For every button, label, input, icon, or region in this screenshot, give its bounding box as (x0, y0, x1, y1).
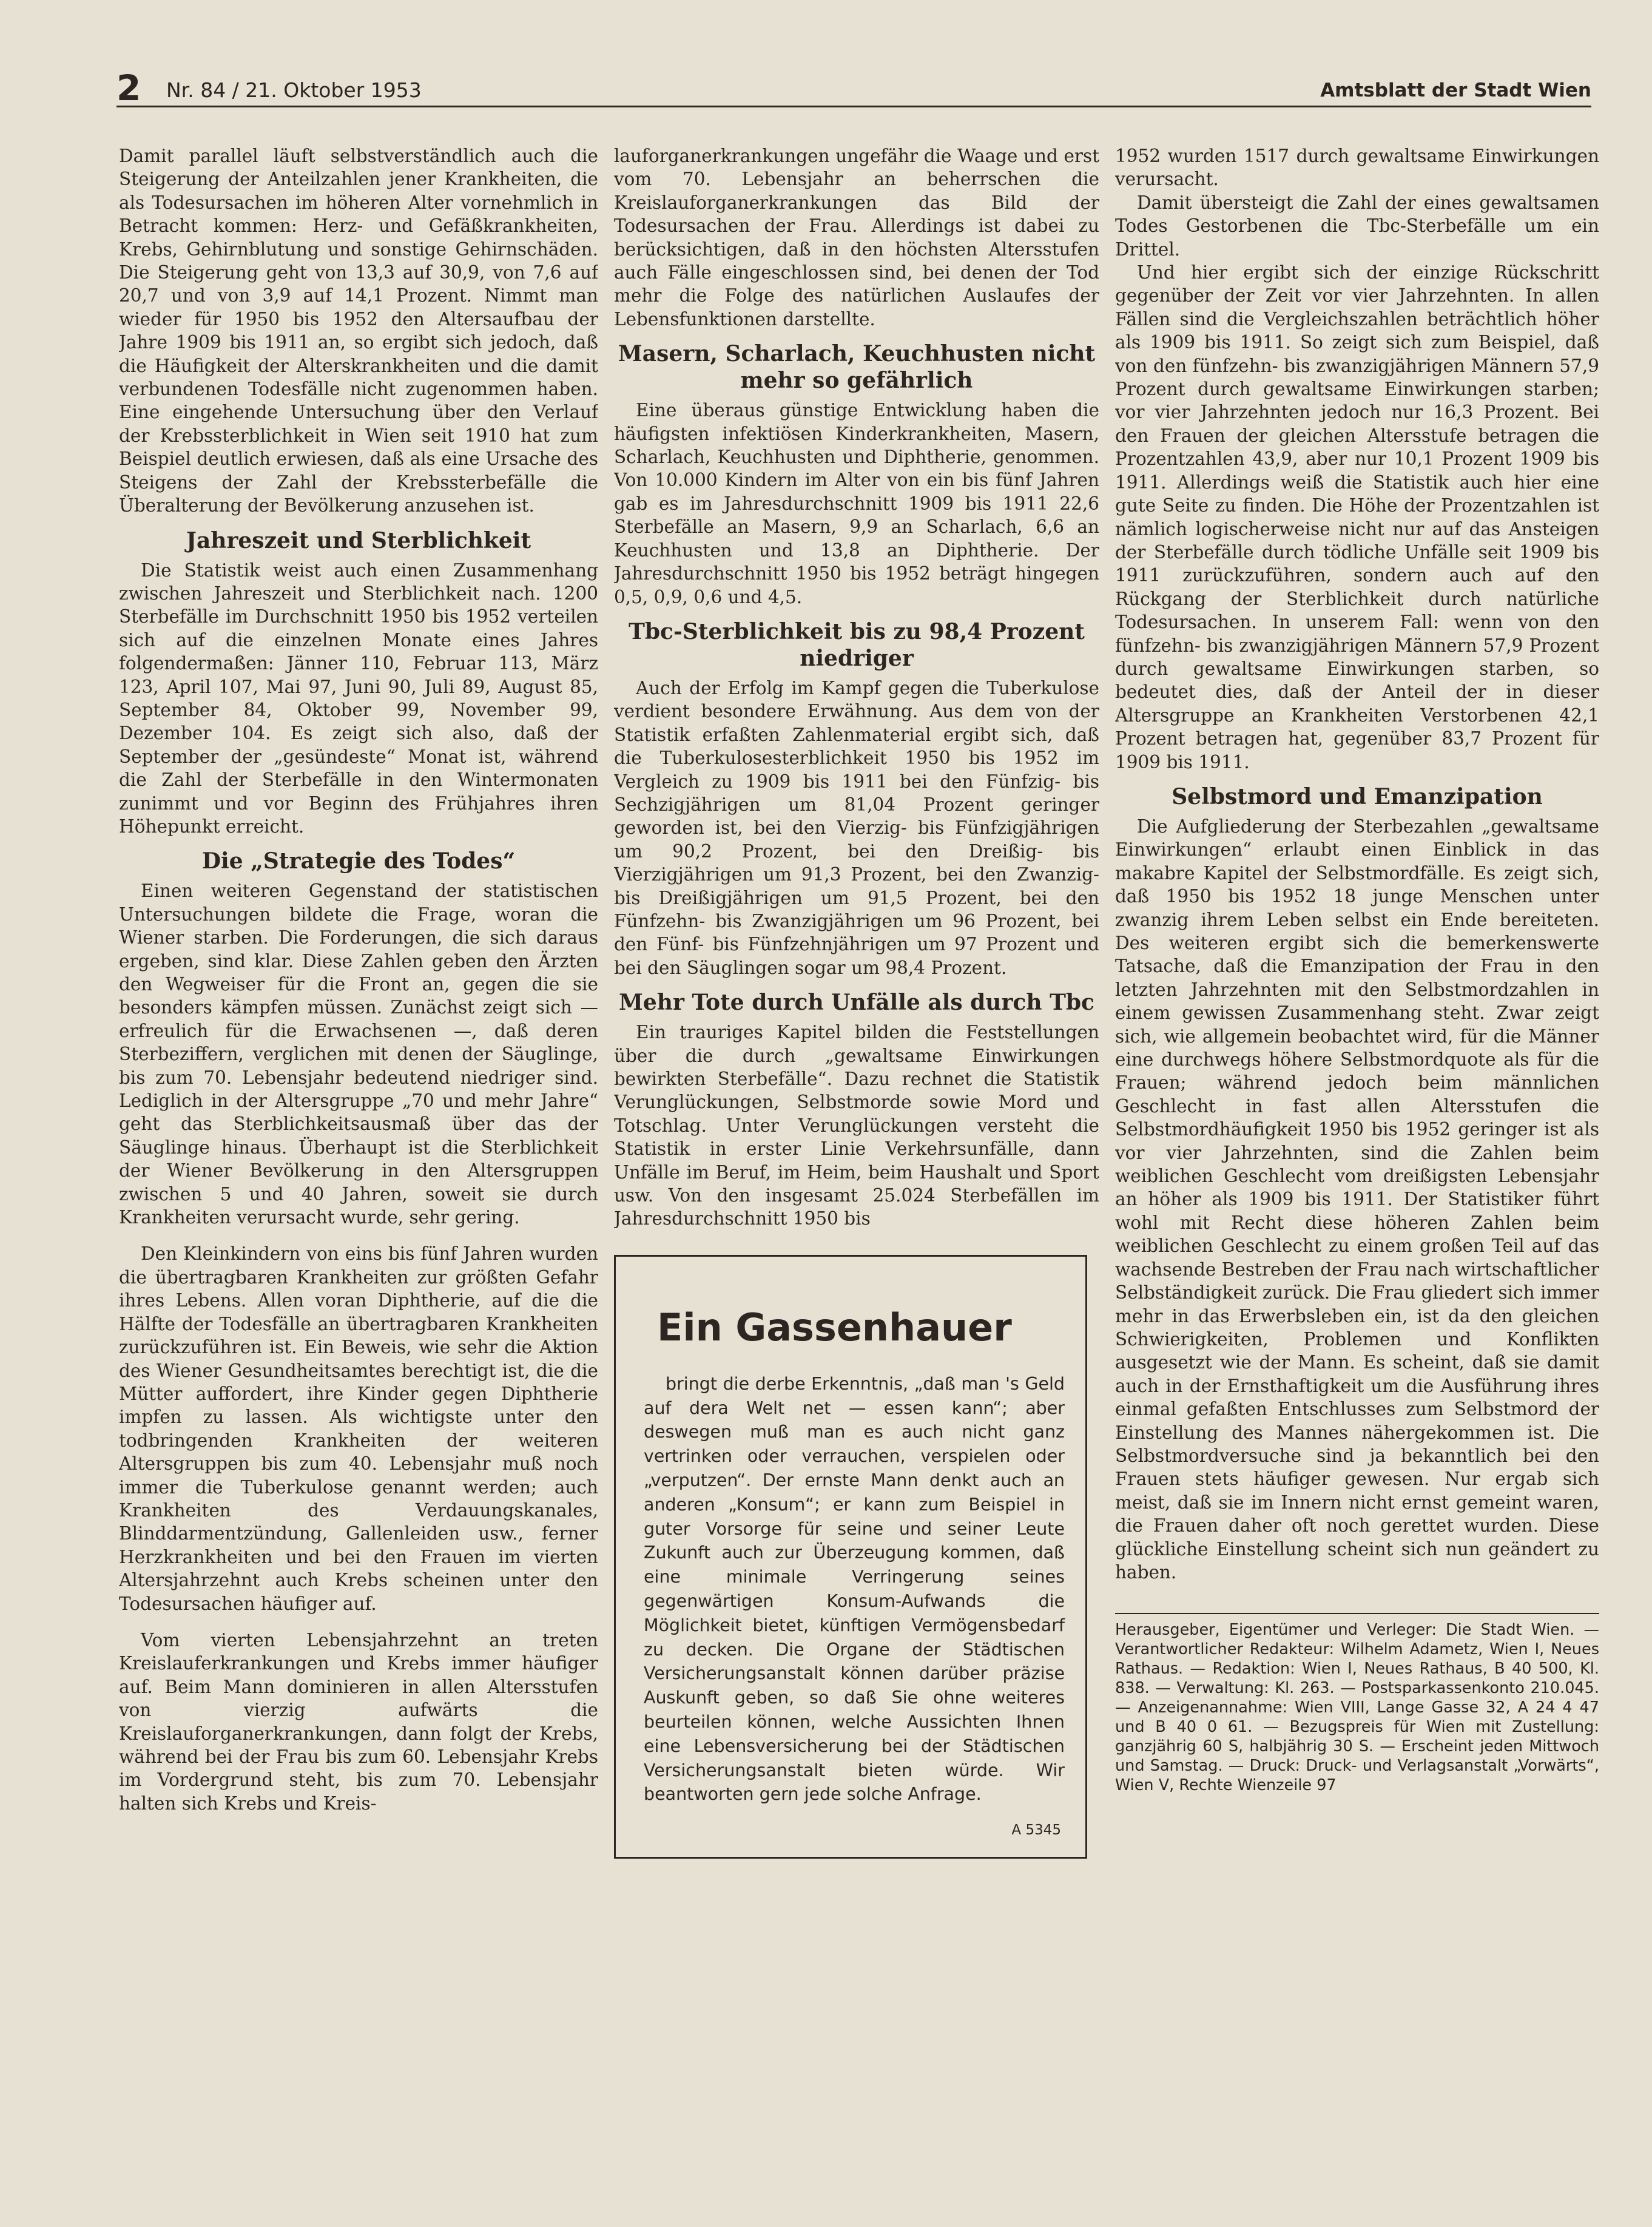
paragraph: Die Aufgliederung der Sterbezahlen „gewaltsame Einwirkungen“ erlaubt einen Einblick in das makabre Kapitel der Selbstmordfälle. Es zeigt sich, daß 1950 bis 1952 18 junge Menschen unter zwanzig ihrem Leben selbst ein Ende bereiteten. Des weiteren ergibt sich die bemerkenswerte Tatsache, daß die Emanzipation der Frau in den letzten Jahrzehnten mit den Selbstmordzahlen in einem gewissen Zusammenhang steht. Zwar zeigt sich, wie allgemein beobachtet wird, für die Männer eine durchwegs höhere Selbstmordquote als für die Frauen; während jedoch beim männlichen Geschlecht in fast allen Altersstufen die Selbstmordhäufigkeit 1950 bis 1952 geringer ist als vor vier Jahrzehnten, sind die Zahlen beim weiblichen Geschlecht vom dreißigsten Lebensjahr an höher als 1909 bis 1911. Der Statistiker führt wohl mit Recht diese höheren Zahlen beim weiblichen Geschlecht zu einem großen Teil auf das wachsende Bestreben der Frau nach wirtschaftlicher Selbständigkeit zurück. Die Frau gliedert sich immer mehr in das Erwerbsleben ein, ist da den gleichen Schwierigkeiten, Problemen und Konflikten ausgesetzt wie der Mann. Es scheint, daß sie damit auch in der Ernsthaftigkeit um die Ausführung ihres einmal gefaßten Entschlusses zum Selbstmord der Einstellung des Mannes nähergekommen ist. Die Selbstmordversuche sind ja bekanntlich bei den Frauen stets häufiger gewesen. Nur ergab sich meist, daß sie im Innern nicht ernst gemeint waren, die Frauen daher oft noch gerettet wurden. Diese glückliche Einstellung scheint sich nun geändert zu haben. (1115, 816, 1599, 1583)
column-2 (614, 144, 1099, 2071)
section-heading: Selbstmord und Emanzipation (1172, 783, 1543, 809)
advertisement-box (614, 1255, 1087, 1859)
paragraph: Damit parallel läuft selbstverständlich auch die Steigerung der Anteilzahlen jener Krankheiten, die als Todesursachen im höheren Alter vornehmlich in Betracht kommen: Herz- und Gefäßkrankheiten, Krebs, Gehirnblutung und sonstige Gehirnschäden. Die Steigerung geht von 13,3 auf 30,9, von 7,6 auf 20,7 und von 3,9 auf 14,1 Prozent. Nimmt man wieder für 1950 bis 1952 den Altersaufbau der Jahre 1909 bis 1911 an, so ergibt sich jedoch, daß die Häufigkeit der Alterskrankheiten und die damit verbundenen Todesfälle nicht zugenommen haben. Eine eingehende Untersuchung über den Verlauf der Krebssterblichkeit in Wien seit 1910 hat zum Beispiel deutlich erwiesen, daß als eine Ursache des Steigens der Zahl der Krebssterbefälle die Überalterung der Bevölkerung anzusehen ist. (119, 146, 598, 516)
header-rule (116, 106, 1591, 107)
imprint-text: Herausgeber, Eigentümer und Verleger: Die Stadt Wien. — Verantwortlicher Redakteur: Wilhelm Adametz, Wien I, Neues Rathaus. — Redaktion: Wien I, Neues Rathaus, B 40 500, Kl. 838. — Verwaltung: Kl. 263. — Postsparkassenkonto 210.045. — Anzeigenannahme: Wien VIII, Lange Gasse 32, A 24 4 47 und B 40 0 61. — Bezugspreis für Wien mit Zustellung: ganzjährig 60 S, halbjährig 30 S. — Erscheint jeden Mittwoch und Samstag. — Druck: Druck- und Verlagsanstalt „Vorwärts“, Wien V, Rechte Wienzeile 97 (1115, 1621, 1599, 1795)
paragraph: Ein trauriges Kapitel bilden die Feststellungen über die durch „gewaltsame Einwirkungen bewirkten Sterbefälle“. Dazu rechnet die Statistik Verunglückungen, Selbstmorde sowie Mord und Totschlag. Unter Verunglückungen versteht die Statistik in erster Linie Verkehrsunfälle, dann Unfälle im Beruf, im Heim, beim Haushalt und Sport usw. Von den insgesamt 25.024 Sterbefällen im Jahresdurchschnitt 1950 bis (614, 1022, 1099, 1229)
issue-date: Nr. 84 / 21. Oktober 1953 (166, 78, 422, 102)
paragraph: Auch der Erfolg im Kampf gegen die Tuberkulose verdient besondere Erwähnung. Aus dem von der Statistik erfaßten Zahlenmaterial ergibt sich, daß die Tuberkulosesterblichkeit 1950 bis 1952 im Vergleich zu 1909 bis 1911 bei den Fünfzig- bis Sechzigjährigen um 81,04 Prozent geringer geworden ist, bei den Vierzig- bis Fünfzigjährigen um 90,2 Prozent, bei den Dreißig- bis Vierzigjährigen um 91,3 Prozent, bei den Zwanzig- bis Dreißigjährigen um 91,5 Prozent, bei den Fünfzehn- bis Zwanzigjährigen um 96 Prozent, bei den Fünf- bis Fünfzehnjährigen um 97 Prozent und bei den Säuglingen sogar um 98,4 Prozent. (614, 677, 1099, 978)
section-heading: Tbc-Sterblichkeit bis zu 98,4 Prozent niedriger (629, 618, 1085, 671)
paragraph: 1952 wurden 1517 durch gewaltsame Einwirkungen verursacht. (1115, 146, 1599, 190)
page-header (116, 67, 1591, 110)
paragraph: lauforganerkrankungen ungefähr die Waage und erst vom 70. Lebensjahr an beherrschen die Kreislauforganerkrankungen das Bild der Todesursachen der Frau. Allerdings ist dabei zu berücksichtigen, daß in den höchsten Altersstufen auch Fälle eingeschlossen sind, bei denen der Tod mehr die Folge des natürlichen Auslaufes der Lebensfunktionen darstellte. (614, 146, 1099, 329)
paragraph: Und hier ergibt sich der einzige Rückschritt gegenüber der Zeit vor vier Jahrzehnten. In allen Fällen sind die Vergleichszahlen beträchtlich höher als 1909 bis 1911. So zeigt sich zum Beispiel, daß von den fünfzehn- bis zwanzigjährigen Männern 57,9 Prozent durch gewaltsame Einwirkungen starben; vor vier Jahrzehnten jedoch nur 16,3 Prozent. Bei den Frauen der gleichen Altersstufe betragen die Prozentzahlen 43,9, aber nur 10,1 Prozent 1909 bis 1911. Allerdings weiß die Statistik auch hier eine gute Seite zu finden. Die Höhe der Prozentzahlen ist nämlich logischerweise nicht nur auf das Ansteigen der Sterbefälle durch tödliche Unfälle seit 1909 bis 1911 zurückzuführen, sondern auch auf den Rückgang der Sterblichkeit durch natürliche Todesursachen. In unserem Fall: wenn von den fünfzehn- bis zwanzigjährigen Männern 57,9 Prozent durch gewaltsame Einwirkungen starben, so bedeutet dies, daß der Anteil der in dieser Altersgruppe an Krankheiten Verstorbenen 42,1 Prozent betragen hat, gegenüber 83,7 Prozent für 1909 bis 1911. (1115, 262, 1599, 772)
publication-title: Amtsblatt der Stadt Wien (1320, 79, 1591, 101)
advertisement-code: A 5345 (1011, 1822, 1061, 1839)
paragraph: Den Kleinkindern von eins bis fünf Jahren wurden die übertragbaren Krankheiten zur größten Gefahr ihres Lebens. Allen voran Diphtherie, auf die die Hälfte der Todesfälle an übertragbaren Krankheiten zurückzuführen ist. Ein Beweis, wie sehr die Aktion des Wiener Gesundheitsamtes berechtigt ist, die die Mütter auffordert, ihre Kinder gegen Diphtherie impfen zu lassen. Als wichtigste unter den todbringenden Krankheiten der weiteren Altersgruppen bis zum 40. Lebensjahr muß noch immer die Tuberkulose genannt werden; auch Krankheiten des Verdauungskanales, Blinddarmentzündung, Gallenleiden usw., ferner Herzkrankheiten und bei den Frauen im vierten Altersjahrzehnt auch Krebs scheinen unter den Todesursachen häufiger auf. (119, 1243, 598, 1614)
page-number: 2 (116, 67, 141, 109)
paragraph: Eine überaus günstige Entwicklung haben die häufigsten infektiösen Kinderkrankheiten, Masern, Scharlach, Keuchhusten und Diphtherie, genommen. Von 10.000 Kindern im Alter von ein bis fünf Jahren gab es im Jahresdurchschnitt 1909 bis 1911 22,6 Sterbefälle an Masern, 9,9 an Scharlach, 6,6 an Keuchhusten und 13,8 an Diphtherie. Der Jahresdurchschnitt 1950 bis 1952 beträgt hingegen 0,5, 0,9, 0,6 und 4,5. (614, 400, 1099, 607)
section-heading: Mehr Tote durch Unfälle als durch Tbc (619, 990, 1094, 1016)
section-heading: Masern, Scharlach, Keuchhusten nicht mehr so gefährlich (618, 341, 1096, 394)
paragraph: Einen weiteren Gegenstand der statistischen Untersuchungen bildete die Frage, woran die Wiener starben. Die Forderungen, die sich daraus ergeben, sind klar. Diese Zahlen geben den Ärzten den Wegweiser für die Front an, gegen die sie besonders kämpfen müssen. Zunächst zeigt sich — erfreulich für die Erwachsenen —, daß deren Sterbeziffern, verglichen mit denen der Säuglinge, bis zum 70. Lebensjahr bedeutend niedriger sind. Lediglich in der Altersgruppe „70 und mehr Jahre“ geht das Sterblichkeitsausmaß über das der Säuglinge hinaus. Überhaupt ist die Sterblichkeit der Wiener Bevölkerung in den Altersgruppen zwischen 5 und 40 Jahren, soweit sie durch Krankheiten verursacht wurde, sehr gering. (119, 880, 598, 1228)
section-heading: Die „Strategie des Todes“ (201, 848, 516, 874)
imprint (1115, 1613, 1599, 1795)
paragraph: Die Statistik weist auch einen Zusammenhang zwischen Jahreszeit und Sterblichkeit nach. 1200 Sterbefälle im Durchschnitt 1950 bis 1952 verteilen sich auf die einzelnen Monate eines Jahres folgendermaßen: Jänner 110, Februar 113, März 123, April 107, Mai 97, Juni 90, Juli 89, August 85, September 84, Oktober 99, November 99, Dezember 104. Es zeigt sich also, daß der September der „gesündeste“ Monat ist, während die Zahl der Sterbefälle in den Wintermonaten zunimmt und vor Beginn des Frühjahres ihren Höhepunkt erreicht. (119, 559, 598, 837)
paragraph: Damit übersteigt die Zahl der eines gewaltsamen Todes Gestorbenen die Tbc-Sterbefälle um ein Drittel. (1115, 192, 1599, 260)
advertisement-text: bringt die derbe Erkenntnis, „daß man 's Geld auf dera Welt net — essen kann“; aber deswegen muß man es auch nicht ganz vertrinken oder verrauchen, verspielen oder „verputzen“. Der ernste Mann denkt auch an anderen „Konsum“; er kann zum Beispiel in guter Vorsorge für seine und seiner Leute Zukunft auch zur Überzeugung kommen, daß eine minimale Verringerung seines gegenwärtigen Konsum-Aufwands die Möglichkeit bietet, künftigen Vermögensbedarf zu decken. Die Organe der Städtischen Versicherungsanstalt können darüber präzise Auskunft geben, so daß Sie ohne weiteres beurteilen können, welche Aussichten Ihnen eine Lebensversicherung bei der Städtischen Versicherungsanstalt bieten würde. Wir beantworten gern jede solche Anfrage. (644, 1373, 1065, 1805)
column-3 (1115, 144, 1599, 2208)
paragraph: Vom vierten Lebensjahrzehnt an treten Kreislauferkrankungen und Krebs immer häufiger auf. Beim Mann dominieren in allen Altersstufen von vierzig aufwärts die Kreislauforganerkrankungen, dann folgt der Krebs, während bei der Frau bis zum 60. Lebensjahr Krebs im Vordergrund steht, bis zum 70. Lebensjahr halten sich Krebs und Kreis- (119, 1629, 598, 1814)
section-heading: Jahreszeit und Sterblichkeit (186, 527, 531, 553)
advertisement-title: Ein Gassenhauer (657, 1305, 1012, 1350)
column-1 (119, 144, 598, 2071)
